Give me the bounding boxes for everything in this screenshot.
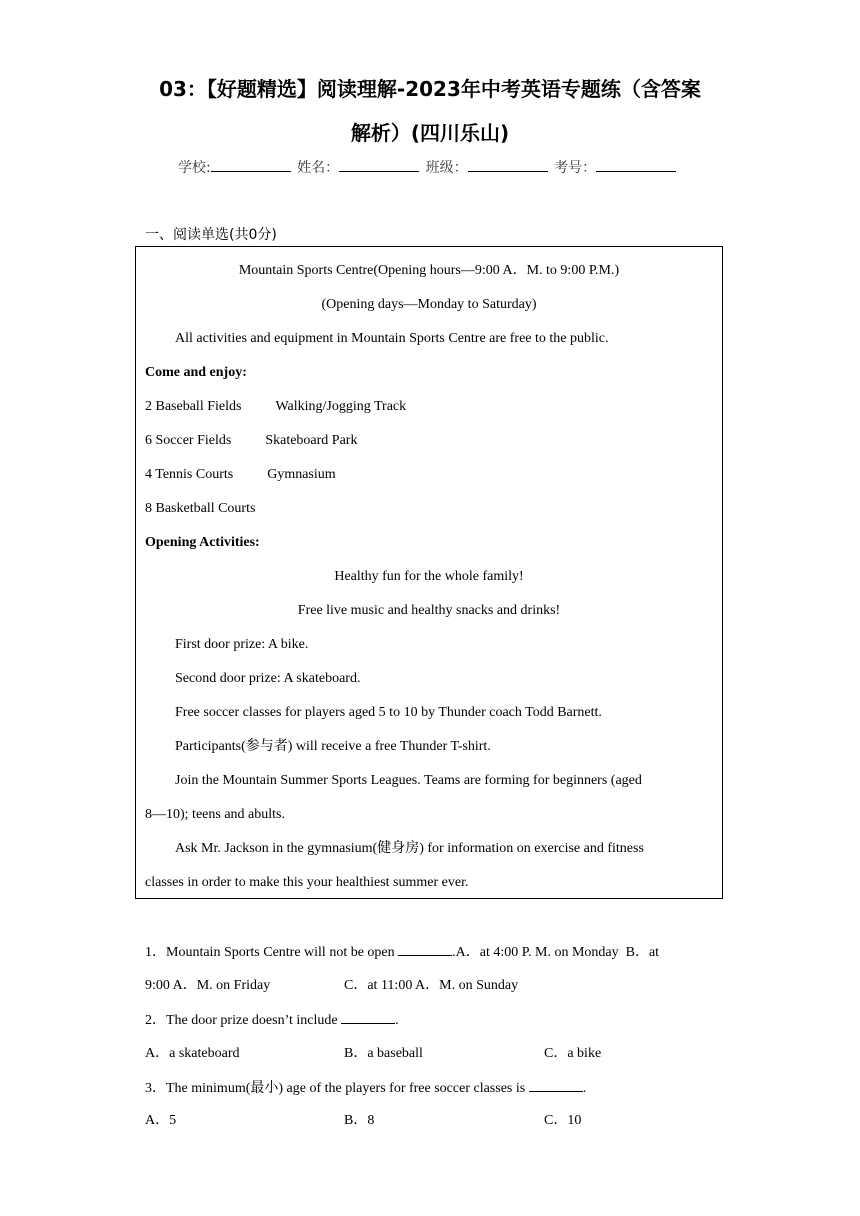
leagues-line-2: 8—10); teens and abults. (145, 807, 285, 822)
passage-subtitle: (Opening days—Monday to Saturday) (321, 297, 537, 312)
passage-title: Mountain Sports Centre(Opening hours—9:00 A．M. to 9:00 P.M.) (238, 263, 620, 278)
exam-number-label: 考号： (554, 160, 597, 176)
participants-line: Participants(参与者) will receive a free Thunder T-shirt. (175, 739, 491, 754)
facility-right: Walking/Jogging Track (275, 399, 407, 414)
question-number: 2． (145, 1013, 166, 1028)
question-text: The minimum(最小) age of the players for free soccer classes is (166, 1081, 529, 1096)
ask-line-2: classes in order to make this your healthiest summer ever. (145, 875, 469, 890)
option-c[interactable] (544, 1111, 581, 1131)
option-text: a baseball (367, 1046, 423, 1061)
option-text: a skateboard (169, 1046, 240, 1061)
passage-center-line: Free live music and healthy snacks and drinks! (297, 603, 561, 618)
option-a[interactable] (145, 1111, 176, 1131)
option-text: a bike (567, 1046, 602, 1061)
question-3-stem (145, 1078, 586, 1099)
name-label: 姓名： (297, 160, 340, 176)
school-label: 学校: (178, 160, 211, 176)
option-label: C． (544, 1046, 568, 1061)
answer-blank[interactable] (529, 1078, 583, 1092)
answer-blank[interactable] (398, 942, 452, 956)
option-label: A． (145, 1046, 170, 1061)
facility-row (145, 397, 713, 417)
option-label: A． (455, 945, 480, 960)
question-text: Mountain Sports Centre will not be open (166, 945, 399, 960)
option-text: 9:00 A．M. on Friday (145, 978, 271, 993)
answer-blank[interactable] (341, 1010, 395, 1024)
name-blank[interactable] (339, 157, 419, 172)
exam-number-blank[interactable] (596, 157, 676, 172)
question-1-stem (145, 942, 659, 963)
question-2-stem (145, 1010, 399, 1031)
second-door-prize: Second door prize: A skateboard. (175, 671, 361, 686)
opening-activities-heading: Opening Activities: (145, 535, 260, 550)
soccer-classes-line: Free soccer classes for players aged 5 to 10 by Thunder coach Todd Barnett. (175, 705, 602, 720)
facility-left: 6 Soccer Fields (145, 433, 232, 448)
option-b[interactable] (344, 1044, 423, 1064)
option-text: at 4:00 P. M. on Monday (479, 945, 619, 960)
section-heading: 一、阅读单选(共0分) (145, 227, 277, 243)
ask-line-1: Ask Mr. Jackson in the gymnasium(健身房) for information on exercise and fitness (175, 841, 644, 856)
reading-passage-box (135, 246, 723, 899)
option-text: at 11:00 A．M. on Sunday (367, 978, 519, 993)
student-info-row (178, 157, 678, 178)
option-a[interactable] (145, 1044, 239, 1064)
facility-right: Gymnasium (267, 467, 336, 482)
option-b[interactable] (626, 945, 659, 960)
question-text-end: . (582, 1081, 587, 1096)
document-title-line-1: 03：【好题精选】阅读理解-2023年中考英语专题练（含答案 (159, 77, 701, 101)
class-label: 班级： (425, 160, 468, 176)
question-number: 3． (145, 1081, 166, 1096)
option-text: 8 (367, 1113, 375, 1128)
question-text-end: . (452, 945, 456, 960)
facility-row (145, 499, 713, 519)
question-text-end: . (395, 1013, 399, 1028)
option-label: B． (344, 1046, 368, 1061)
option-c[interactable] (344, 976, 518, 996)
option-label: C． (544, 1113, 568, 1128)
first-door-prize: First door prize: A bike. (175, 637, 309, 652)
facility-right: Skateboard Park (265, 433, 358, 448)
option-label: B． (344, 1113, 368, 1128)
option-b[interactable] (344, 1111, 374, 1131)
facility-left: 8 Basketball Courts (145, 501, 256, 516)
question-text: The door prize doesn’t include (166, 1013, 342, 1028)
class-blank[interactable] (468, 157, 548, 172)
passage-center-line: Healthy fun for the whole family! (334, 569, 524, 584)
facility-left: 2 Baseball Fields (145, 399, 242, 414)
school-blank[interactable] (211, 157, 291, 172)
option-text: 10 (567, 1113, 582, 1128)
question-number: 1． (145, 945, 166, 960)
leagues-line-1: Join the Mountain Summer Sports Leagues. Teams are forming for beginners (aged (175, 773, 642, 788)
come-enjoy-heading: Come and enjoy: (145, 365, 247, 380)
option-text: 5 (169, 1113, 177, 1128)
option-label: A． (145, 1113, 170, 1128)
facility-left: 4 Tennis Courts (145, 467, 234, 482)
option-a[interactable] (456, 945, 619, 960)
document-title-line-2: 解析）(四川乐山) (350, 121, 510, 145)
option-label: B． (625, 945, 649, 960)
option-label: C． (344, 978, 368, 993)
facility-row (145, 465, 713, 485)
option-text: at (648, 945, 660, 960)
facility-row (145, 431, 713, 451)
passage-intro: All activities and equipment in Mountain Sports Centre are free to the public. (175, 331, 609, 346)
option-c[interactable] (544, 1044, 601, 1064)
option-b-continued[interactable] (145, 976, 270, 996)
